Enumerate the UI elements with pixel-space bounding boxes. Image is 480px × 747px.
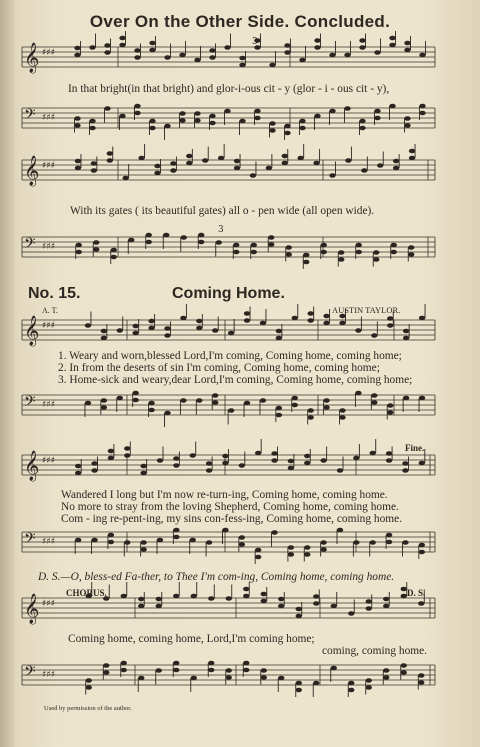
- svg-text:♯♯♯: ♯♯♯: [42, 670, 56, 680]
- verse-3-line-b: Com - ing re-pent-ing, my sins con-fess-ing, Coming home, coming home.: [61, 513, 403, 525]
- notes-bass-3: [85, 391, 425, 427]
- svg-text:♯♯♯: ♯♯♯: [42, 161, 56, 171]
- lyric-line-2: With its gates ( its beautiful gates) all o - pen wide (all open wide).: [70, 205, 375, 217]
- svg-text:𝄢: 𝄢: [24, 530, 36, 551]
- composer-name: AUSTIN TAYLOR.: [332, 305, 401, 315]
- page-title: Over On the Other Side. Concluded.: [89, 12, 391, 31]
- notes-bass-4: [75, 528, 425, 564]
- svg-text:𝄢: 𝄢: [24, 235, 36, 256]
- author-initials: A. T.: [42, 306, 58, 315]
- verse-3-line-a: 3. Home-sick and weary,dear Lord,I'm coming, Coming home, coming home;: [58, 374, 413, 386]
- triplet-mark-1: 3: [252, 37, 258, 47]
- hymn-number: No. 15.: [28, 285, 81, 302]
- verse-2-line-b: No more to stray from the loving Shepherd, Coming home, coming home.: [61, 501, 399, 513]
- svg-text:♯♯♯: ♯♯♯: [42, 456, 56, 466]
- chorus-label: CHORUS.: [66, 588, 107, 598]
- verse-2-line-a: 2. In from the deserts of sin I'm coming, Coming home, coming home;: [58, 362, 380, 374]
- lyric-line-1: In that bright(in that bright) and glor-i-ous cit - y (glor - i - ous cit - y),: [68, 83, 390, 95]
- svg-text:𝄢: 𝄢: [24, 393, 36, 414]
- svg-text:♯♯♯: ♯♯♯: [42, 48, 56, 58]
- staff-treble-2: [22, 155, 435, 187]
- chorus-line-1: Coming home, coming home, Lord,I'm coming home;: [68, 633, 315, 645]
- ds-label: D. S.: [407, 588, 426, 598]
- staff-treble-3: [22, 315, 435, 347]
- verse-1-line-a: 1. Weary and worn,blessed Lord,I'm coming, Coming home, coming home;: [58, 350, 402, 362]
- notes-bass-2: [76, 233, 415, 269]
- svg-text:𝄞: 𝄞: [24, 316, 40, 346]
- notes-bass-5: [86, 661, 425, 697]
- svg-text:𝄞: 𝄞: [24, 156, 40, 186]
- svg-text:𝄢: 𝄢: [24, 106, 36, 127]
- triplet-mark-2: 3: [218, 225, 224, 235]
- svg-text:♯♯♯: ♯♯♯: [42, 321, 56, 331]
- notes-bass-1: [74, 104, 425, 140]
- hymn-title: Coming Home.: [172, 285, 285, 302]
- svg-text:𝄞: 𝄞: [24, 594, 40, 624]
- svg-text:𝄞: 𝄞: [24, 43, 40, 73]
- svg-text:𝄞: 𝄞: [24, 451, 40, 481]
- svg-text:♯♯♯: ♯♯♯: [42, 113, 56, 123]
- svg-text:𝄢: 𝄢: [24, 663, 36, 684]
- fine-label: Fine.: [405, 443, 425, 453]
- staff-bass-5: [22, 663, 435, 685]
- svg-text:♯♯♯: ♯♯♯: [42, 537, 56, 547]
- permission-credit: Used by permission of the author.: [44, 705, 132, 712]
- dal-segno-line: D. S.—O, bless-ed Fa-ther, to Thee I'm com-ing, Coming home, coming home.: [38, 571, 395, 583]
- chorus-line-2: coming, coming home.: [322, 645, 428, 657]
- svg-text:♯♯♯: ♯♯♯: [42, 599, 56, 609]
- verse-1-line-b: Wandered I long but I'm now re-turn-ing, Coming home, coming home.: [61, 489, 388, 501]
- svg-text:♯♯♯: ♯♯♯: [42, 400, 56, 410]
- svg-text:♯♯♯: ♯♯♯: [42, 242, 56, 252]
